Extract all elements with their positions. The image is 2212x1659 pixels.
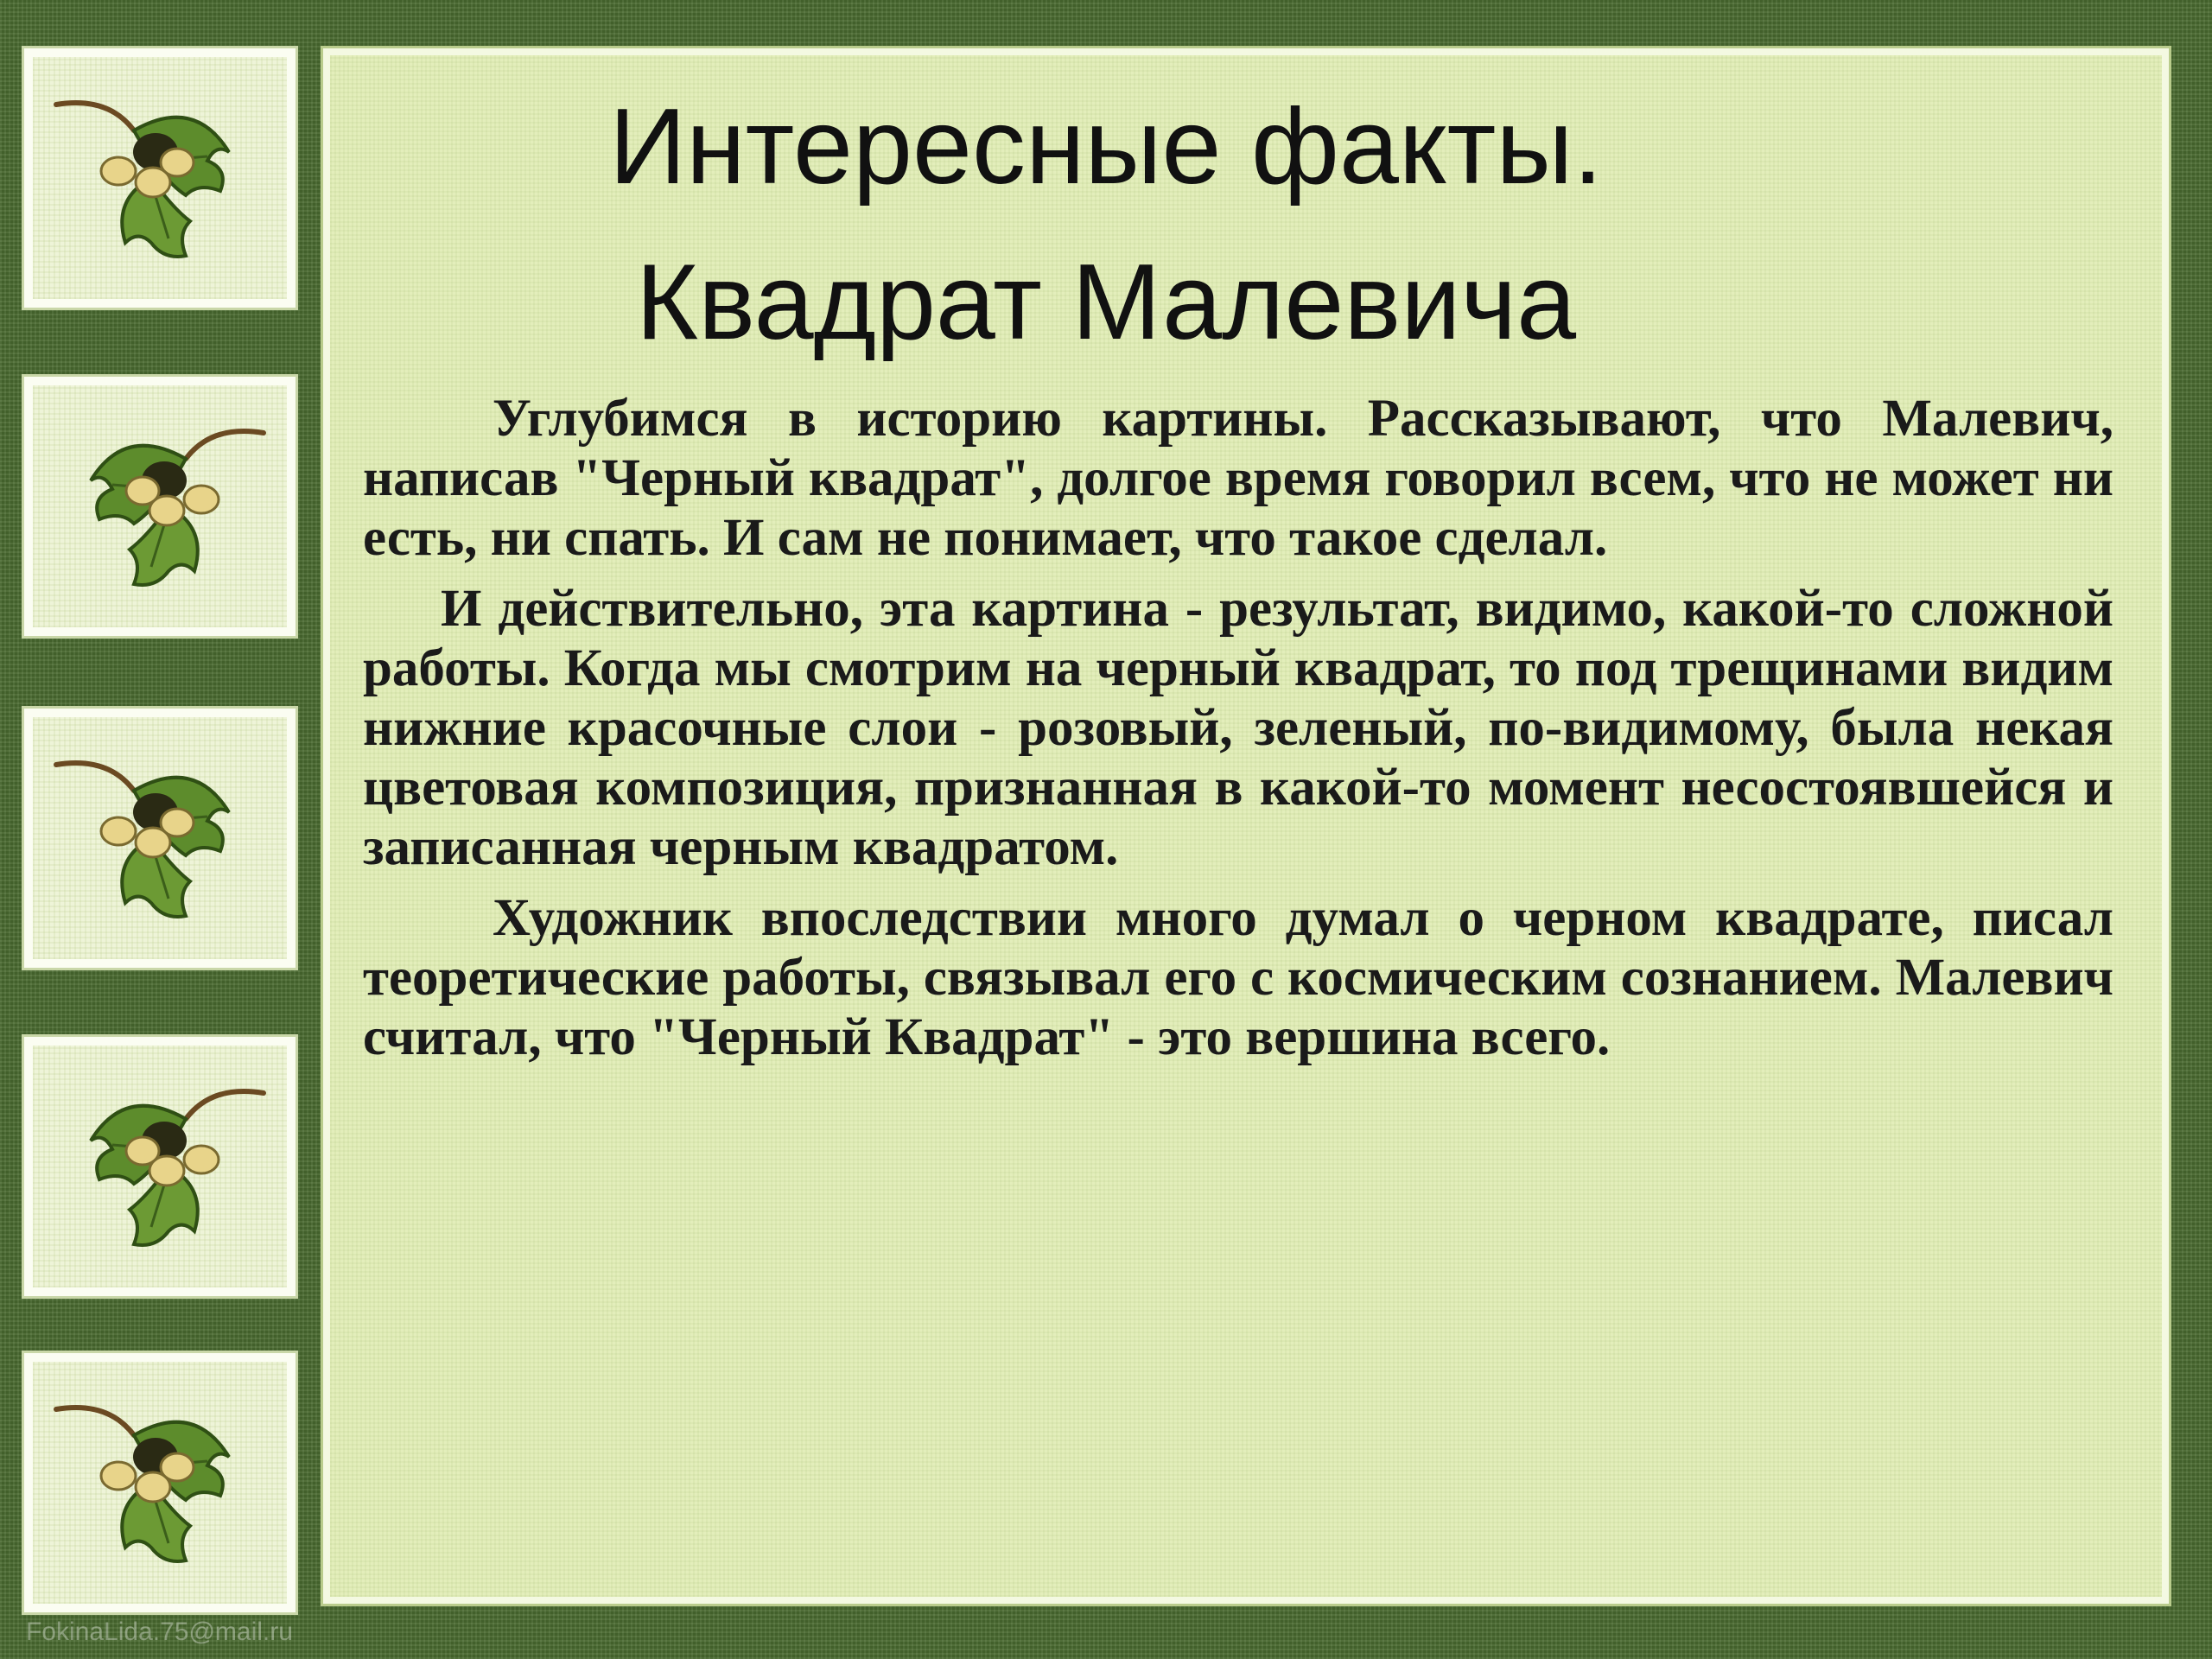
paragraph-3: Художник впоследствии много думал о черном квадрате, писал теоретические работы, связывал его с космическим сознанием. Малевич считал, что "Черный Квадрат" - это вершина всего. — [363, 889, 2113, 1066]
decorative-tile — [24, 48, 296, 308]
acorn-oak-leaves-icon — [33, 1046, 287, 1287]
paragraph-2: И действительно, эта картина - результат, видимо, какой-то сложной работы. Когда мы смотрим на черный квадрат, то под трещинами видим нижние красочные слои - розовый, зеленый, по-видимому, была некая цветовая композиция, признанная в какой-то момент несостоявшейся и записанная черным квадратом. — [363, 580, 2113, 876]
acorn-oak-leaves-icon — [33, 717, 287, 959]
decorative-tile — [24, 377, 296, 636]
acorn-oak-leaves-icon — [33, 57, 287, 299]
paragraph-1: Углубимся в историю картины. Рассказывают, что Малевич, написав "Черный квадрат", долгое время говорил всем, что не может ни есть, ни спать. И сам не понимает, что такое сделал. — [363, 390, 2113, 567]
watermark: FokinaLida.75@mail.ru — [26, 1618, 293, 1646]
decorative-tile — [24, 709, 296, 968]
acorn-oak-leaves-icon — [33, 1362, 287, 1604]
decorative-tile — [24, 1353, 296, 1612]
slide-title — [372, 69, 1840, 380]
body-text — [363, 389, 2113, 1078]
decorative-tile — [24, 1037, 296, 1296]
acorn-oak-leaves-icon — [33, 385, 287, 627]
title-line-2: Квадрат Малевича — [635, 243, 1577, 362]
title-line-1: Интересные факты. — [609, 87, 1603, 207]
